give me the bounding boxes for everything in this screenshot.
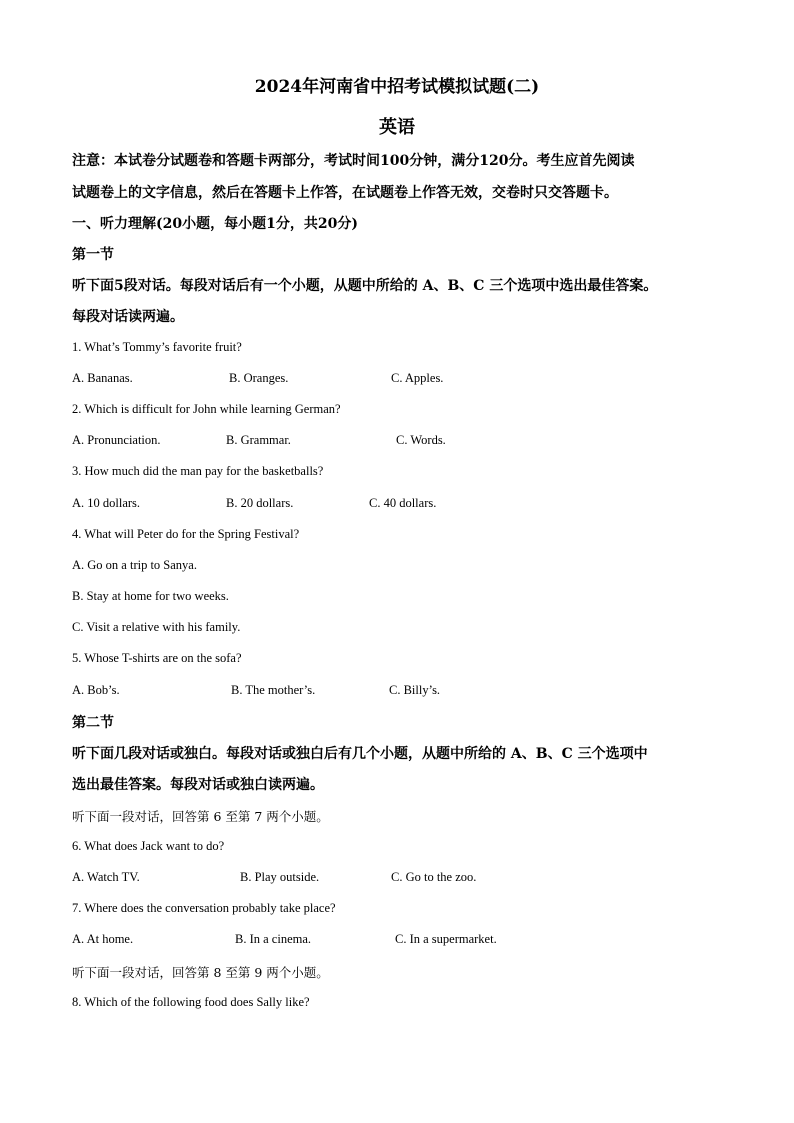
notice-line-2: 试题卷上的文字信息，然后在答题卡上作答，在试题卷上作答无效，交卷时只交答题卡。 xyxy=(72,185,618,201)
part2-note-1: 听下面一段对话，回答第 6 至第 7 两个小题。 xyxy=(72,809,329,824)
q7-option-a: A. At home. xyxy=(72,932,134,946)
section-heading: 一、听力理解(20小题，每小题1分，共20分) xyxy=(72,216,358,232)
part1-instruction-2: 每段对话读两遍。 xyxy=(72,309,184,325)
question-5: 5. Whose T-shirts are on the sofa? xyxy=(72,651,242,665)
q1-option-c: C. Apples. xyxy=(391,371,444,385)
page-title: 2024年河南省中招考试模拟试题(二) xyxy=(254,77,540,97)
subject-title: 英语 xyxy=(379,117,415,138)
q3-option-b: B. 20 dollars. xyxy=(226,496,294,510)
q1-option-b: B. Oranges. xyxy=(229,371,289,385)
q3-option-c: C. 40 dollars. xyxy=(369,496,437,510)
question-8: 8. Which of the following food does Sally like? xyxy=(72,995,310,1009)
q1-option-a: A. Bananas. xyxy=(72,371,133,385)
question-2: 2. Which is difficult for John while learning German? xyxy=(72,402,341,416)
part1-label: 第一节 xyxy=(72,247,114,263)
question-1: 1. What’s Tommy’s favorite fruit? xyxy=(72,340,242,354)
part2-instruction-2: 选出最佳答案。每段对话或独白读两遍。 xyxy=(72,777,324,793)
question-3: 3. How much did the man pay for the basketballs? xyxy=(72,464,324,478)
notice-line-1: 注意：本试卷分试题卷和答题卡两部分，考试时间100分钟，满分120分。考生应首先阅读 xyxy=(72,153,635,169)
question-7: 7. Where does the conversation probably take place? xyxy=(72,901,336,915)
q3-option-a: A. 10 dollars. xyxy=(72,496,141,510)
part2-instruction-1: 听下面几段对话或独白。每段对话或独白后有几个小题，从题中所给的 A、B、C 三个选项中 xyxy=(72,746,648,762)
q4-option-c: C. Visit a relative with his family. xyxy=(72,620,241,634)
question-6: 6. What does Jack want to do? xyxy=(72,839,225,853)
part2-label: 第二节 xyxy=(72,715,114,731)
q7-option-c: C. In a supermarket. xyxy=(395,932,497,946)
q4-option-b: B. Stay at home for two weeks. xyxy=(72,589,229,603)
q2-option-a: A. Pronunciation. xyxy=(72,433,161,447)
q5-option-a: A. Bob’s. xyxy=(72,683,120,697)
q6-option-c: C. Go to the zoo. xyxy=(391,870,477,884)
q5-option-b: B. The mother’s. xyxy=(231,683,316,697)
question-4: 4. What will Peter do for the Spring Festival? xyxy=(72,527,300,541)
q2-option-b: B. Grammar. xyxy=(226,433,291,447)
q6-option-b: B. Play outside. xyxy=(240,870,320,884)
q7-option-b: B. In a cinema. xyxy=(235,932,312,946)
q2-option-c: C. Words. xyxy=(396,433,446,447)
q5-option-c: C. Billy’s. xyxy=(389,683,441,697)
part1-instruction-1: 听下面5段对话。每段对话后有一个小题，从题中所给的 A、B、C 三个选项中选出最佳答案。 xyxy=(72,278,658,294)
q6-option-a: A. Watch TV. xyxy=(72,870,140,884)
q4-option-a: A. Go on a trip to Sanya. xyxy=(72,558,197,572)
part2-note-2: 听下面一段对话，回答第 8 至第 9 两个小题。 xyxy=(72,965,329,980)
